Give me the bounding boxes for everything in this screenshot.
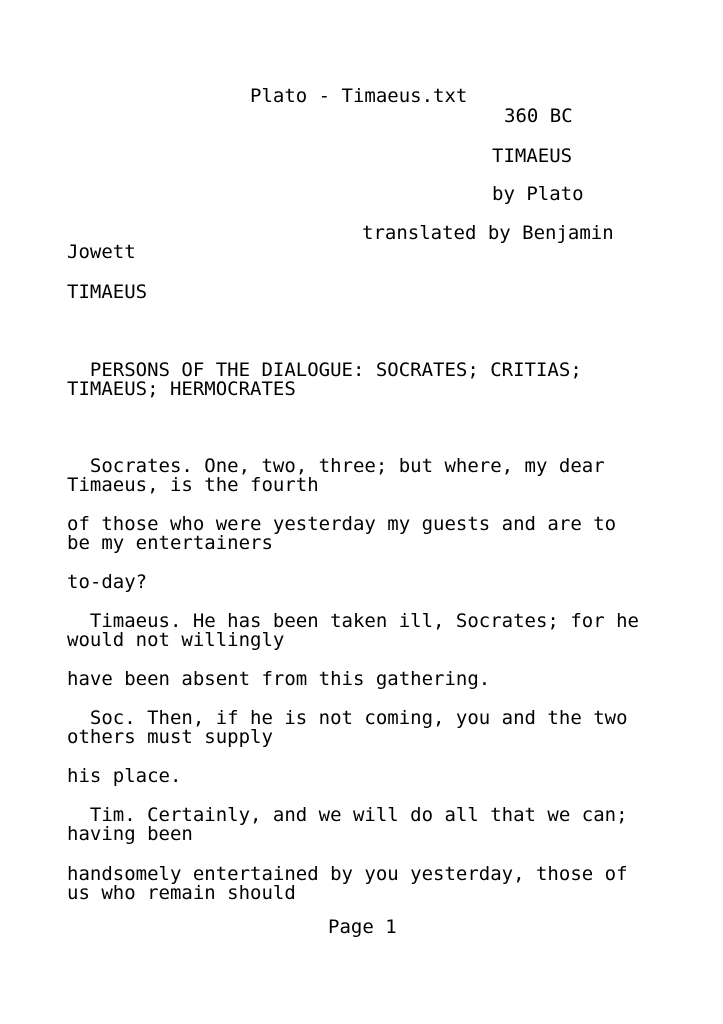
persons-line-1: PERSONS OF THE DIALOGUE: SOCRATES; CRITIAS; (67, 359, 582, 381)
dialogue-line: be my entertainers (67, 532, 273, 554)
dialogue-line: of those who were yesterday my guests and are to (67, 513, 617, 535)
work-title: TIMAEUS (492, 145, 573, 167)
translator-wrap: Jowett (67, 241, 136, 263)
dialogue-line: have been absent from this gathering. (67, 668, 491, 690)
dialogue-line: others must supply (67, 726, 273, 748)
file-title: Plato - Timaeus.txt (250, 85, 468, 107)
dialogue-line: handsomely entertained by you yesterday, those of (67, 863, 628, 885)
persons-line-2: TIMAEUS; HERMOCRATES (67, 378, 296, 400)
dialogue-line: Timaeus. He has been taken ill, Socrates; for he (67, 610, 639, 632)
dialogue-line: his place. (67, 765, 182, 787)
author-line: by Plato (492, 183, 584, 205)
date-line: 360 BC (504, 105, 573, 127)
dialogue-line: Soc. Then, if he is not coming, you and the two (67, 707, 628, 729)
dialogue-line: would not willingly (67, 629, 285, 651)
dialogue-line: to-day? (67, 571, 148, 593)
dialogue-line: us who remain should (67, 882, 296, 904)
translator-line: translated by Benjamin (362, 222, 614, 244)
dialogue-line: Tim. Certainly, and we will do all that we can; (67, 804, 628, 826)
dialogue-line: having been (67, 823, 193, 845)
dialogue-line: Socrates. One, two, three; but where, my dear (67, 455, 605, 477)
page-number: Page 1 (328, 916, 397, 938)
dialogue-line: Timaeus, is the fourth (67, 474, 319, 496)
section-title: TIMAEUS (67, 281, 148, 303)
